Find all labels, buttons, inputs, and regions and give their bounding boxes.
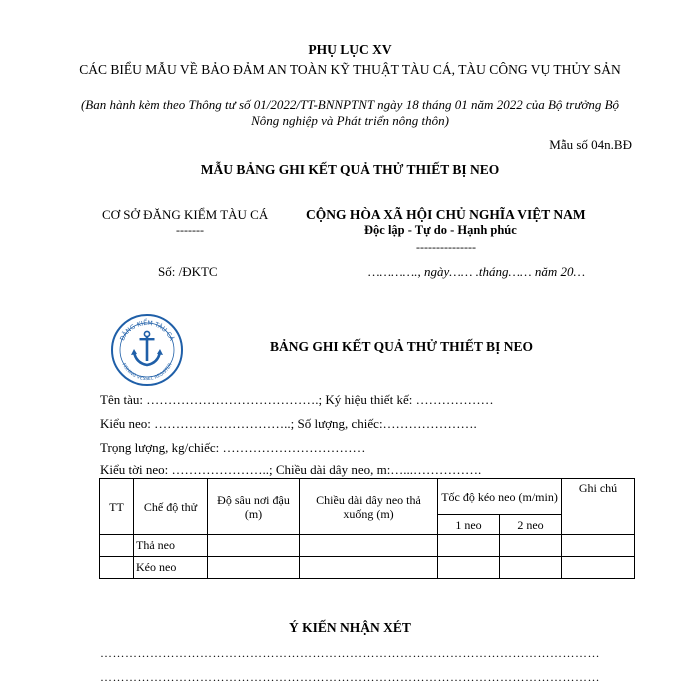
- result-table: [99, 478, 635, 579]
- anchor-type-field: Kiểu neo: …………………………..; Số lượng, chiếc:………………….: [100, 416, 477, 431]
- agency-divider: -------: [176, 223, 204, 237]
- motto-divider: ---------------: [416, 240, 476, 254]
- header-speed-two-anchors: 2 neo: [500, 515, 562, 535]
- table-row: [100, 557, 635, 579]
- cell-chain-length: [300, 535, 438, 557]
- issuance-note: (Ban hành kèm theo Thông tư số 01/2022/TT-BNNPTNT ngày 18 tháng 01 năm 2022 của Bộ trưởng Bộ Nông nghiệp và Phát triển nông thôn): [80, 97, 620, 128]
- cell-speed-one: [438, 557, 500, 579]
- register-logo: [110, 313, 184, 387]
- comment-line: …………………………………………………………………………………………………………: [100, 646, 600, 660]
- agency-name: CƠ SỞ ĐĂNG KIỂM TÀU CÁ: [102, 207, 269, 222]
- document-number: Số: /ĐKTC: [158, 264, 218, 279]
- form-number: Mẫu số 04n.BĐ: [549, 137, 632, 152]
- appendix-title: PHỤ LỤC XV: [308, 42, 392, 57]
- table-title: BẢNG GHI KẾT QUẢ THỬ THIẾT BỊ NEO: [270, 339, 533, 354]
- cell-mode: Kéo neo: [134, 557, 208, 579]
- table-row: [100, 535, 635, 557]
- winch-type-field: Kiểu tời neo: …………………..; Chiều dài dây neo, m:…...…………….: [100, 462, 482, 477]
- nation-name: CỘNG HÒA XÃ HỘI CHỦ NGHĨA VIỆT NAM: [306, 207, 586, 222]
- header-speed-one-anchor: 1 neo: [438, 515, 500, 535]
- header-depth: Độ sâu nơi đậu (m): [208, 479, 300, 535]
- logo-top-text: ĐĂNG KIỂM TÀU CÁ: [118, 319, 176, 343]
- cell-depth: [208, 557, 300, 579]
- national-motto: Độc lập - Tự do - Hạnh phúc: [364, 223, 517, 237]
- cell-notes: [562, 535, 635, 557]
- forms-title: CÁC BIỂU MẪU VỀ BẢO ĐẢM AN TOÀN KỸ THUẬT TÀU CÁ, TÀU CÔNG VỤ THỦY SẢN: [79, 62, 621, 77]
- header-notes: Ghi chú: [562, 479, 635, 535]
- logo-bottom-text: FISHING VESSEL REGISTER: [120, 362, 174, 383]
- cell-chain-length: [300, 557, 438, 579]
- cell-speed-one: [438, 535, 500, 557]
- cell-depth: [208, 535, 300, 557]
- header-chain-length: Chiều dài dây neo thả xuống (m): [300, 479, 438, 535]
- cell-notes: [562, 557, 635, 579]
- cell-mode: Thả neo: [134, 535, 208, 557]
- header-speed: Tốc độ kéo neo (m/min): [438, 479, 562, 515]
- date-line: …………., ngày…… .tháng…… năm 20…: [368, 264, 586, 279]
- header-mode: Chế độ thử: [134, 479, 208, 535]
- ship-name-field: Tên tàu: ………………………………….; Ký hiệu thiết kế: ………………: [100, 392, 494, 407]
- cell-tt: [100, 557, 134, 579]
- comment-line: …………………………………………………………………………………………………………: [100, 670, 600, 684]
- weight-field: Trọng lượng, kg/chiếc: ……………………………: [100, 440, 366, 455]
- header-tt: TT: [100, 479, 134, 535]
- cell-tt: [100, 535, 134, 557]
- comments-title: Ý KIẾN NHẬN XÉT: [289, 620, 411, 635]
- cell-speed-two: [500, 557, 562, 579]
- form-title: MẪU BẢNG GHI KẾT QUẢ THỬ THIẾT BỊ NEO: [200, 162, 500, 177]
- cell-speed-two: [500, 535, 562, 557]
